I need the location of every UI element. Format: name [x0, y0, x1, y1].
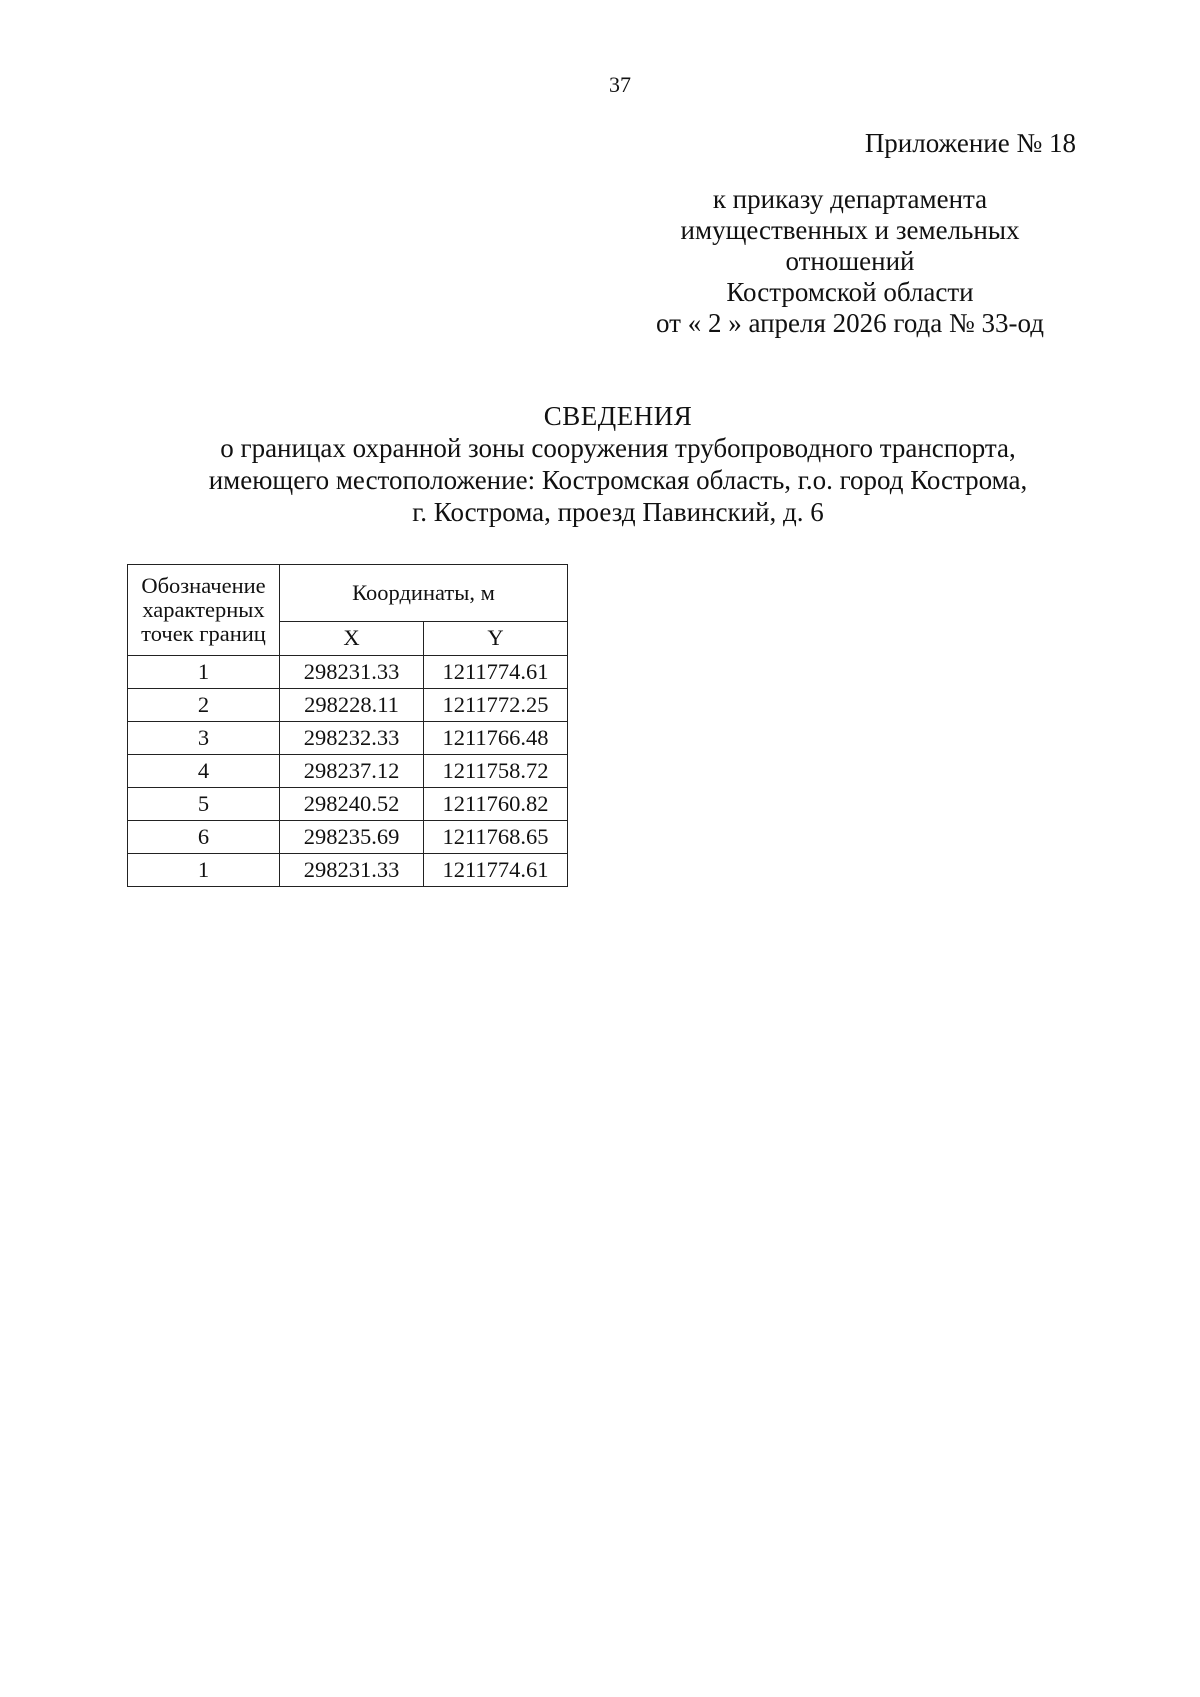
- table-row: [128, 854, 568, 887]
- y-coordinate-cell: 1211768.65: [424, 821, 568, 854]
- table-body: [128, 656, 568, 887]
- coordinates-table: [127, 564, 568, 887]
- x-column-header: X: [280, 621, 424, 655]
- table-row: [128, 656, 568, 689]
- order-reference-line: отношений: [785, 246, 915, 276]
- order-reference-line: к приказу департамента: [712, 184, 988, 214]
- order-reference-line: Костромской области: [726, 277, 974, 307]
- table-row: [128, 755, 568, 788]
- x-coordinate-cell: 298237.12: [280, 755, 424, 788]
- x-coordinate-cell: 298228.11: [280, 689, 424, 722]
- y-coordinate-cell: 1211772.25: [424, 689, 568, 722]
- order-reference-line: имущественных и земельных: [680, 215, 1020, 245]
- table-row: [128, 689, 568, 722]
- point-cell: 1: [128, 656, 280, 689]
- title-heading: СВЕДЕНИЯ: [543, 401, 693, 431]
- x-coordinate-cell: 298240.52: [280, 788, 424, 821]
- point-cell: 6: [128, 821, 280, 854]
- y-coordinate-cell: 1211766.48: [424, 722, 568, 755]
- point-cell: 3: [128, 722, 280, 755]
- point-cell: 2: [128, 689, 280, 722]
- y-coordinate-cell: 1211758.72: [424, 755, 568, 788]
- x-coordinate-cell: 298235.69: [280, 821, 424, 854]
- y-coordinate-cell: 1211774.61: [424, 854, 568, 887]
- y-column-header: Y: [424, 621, 568, 655]
- x-coordinate-cell: 298231.33: [280, 656, 424, 689]
- table-row: [128, 788, 568, 821]
- x-coordinate-cell: 298232.33: [280, 722, 424, 755]
- appendix-label: Приложение № 18: [864, 128, 1076, 158]
- coordinates-column-header: Координаты, м: [280, 565, 568, 622]
- order-reference: [610, 184, 1090, 339]
- table-row: [128, 821, 568, 854]
- page-number: 37: [609, 72, 631, 97]
- document-title: [130, 400, 1106, 528]
- point-cell: 4: [128, 755, 280, 788]
- title-line: г. Кострома, проезд Павинский, д. 6: [412, 497, 824, 527]
- y-coordinate-cell: 1211774.61: [424, 656, 568, 689]
- point-cell: 5: [128, 788, 280, 821]
- order-reference-date-line: от « 2 » апреля 2026 года № 33-од: [656, 308, 1044, 338]
- point-cell: 1: [128, 854, 280, 887]
- title-line: имеющего местоположение: Костромская область, г.о. город Кострома,: [208, 465, 1028, 495]
- title-line: о границах охранной зоны сооружения трубопроводного транспорта,: [220, 433, 1016, 463]
- y-coordinate-cell: 1211760.82: [424, 788, 568, 821]
- point-column-header: Обозначение характерных точек границ: [128, 565, 280, 656]
- table-row: [128, 722, 568, 755]
- x-coordinate-cell: 298231.33: [280, 854, 424, 887]
